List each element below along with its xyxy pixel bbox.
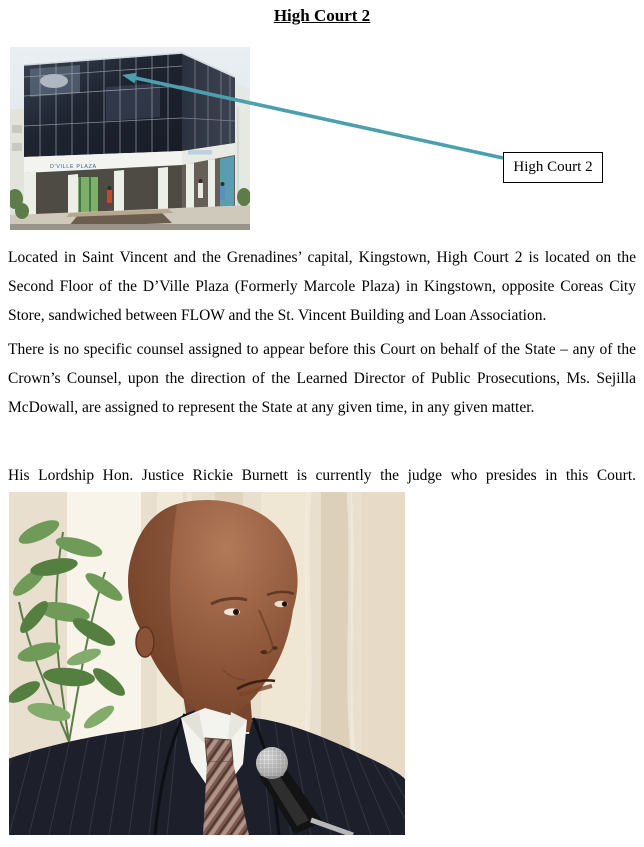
page-title-text: High Court 2	[273, 6, 371, 25]
building-photo-graphic	[10, 47, 250, 230]
cloud-reflection	[40, 74, 68, 88]
paragraph-counsel: There is no specific counsel assigned to appear before this Court on behalf of the State – any of the Crown’s Counsel, upon the direction of the Learned Director of Public Prosecutions, Ms. Sejilla McDowall, are assigned to represent the State at any given time, in any given matter.	[8, 341, 636, 416]
tie-knot	[205, 738, 233, 762]
building-photo	[10, 47, 250, 230]
judge-photo	[9, 492, 405, 835]
paragraph-location: Located in Saint Vincent and the Grenadines’ capital, Kingstown, High Court 2 is located on the Second Floor of the D’Ville Plaza (Formerly Marcole Plaza) in Kingstown, opposite Coreas City Store, sandwiched between FLOW and the St. Vincent Building and Loan Association.	[8, 249, 636, 324]
street-edge	[10, 224, 250, 230]
callout-label-box	[503, 152, 603, 183]
side-sign	[188, 150, 212, 155]
ear	[136, 627, 154, 657]
building-sign-text: D'VILLE PLAZA	[50, 164, 97, 170]
page-title	[0, 6, 644, 26]
left-building-window	[12, 143, 22, 151]
callout-label: High Court 2	[513, 159, 593, 175]
paragraph-judge: His Lordship Hon. Justice Rickie Burnett is currently the judge who presides in this Court.	[8, 467, 636, 484]
left-building-window	[12, 125, 22, 133]
judge-photo-graphic	[9, 492, 405, 835]
